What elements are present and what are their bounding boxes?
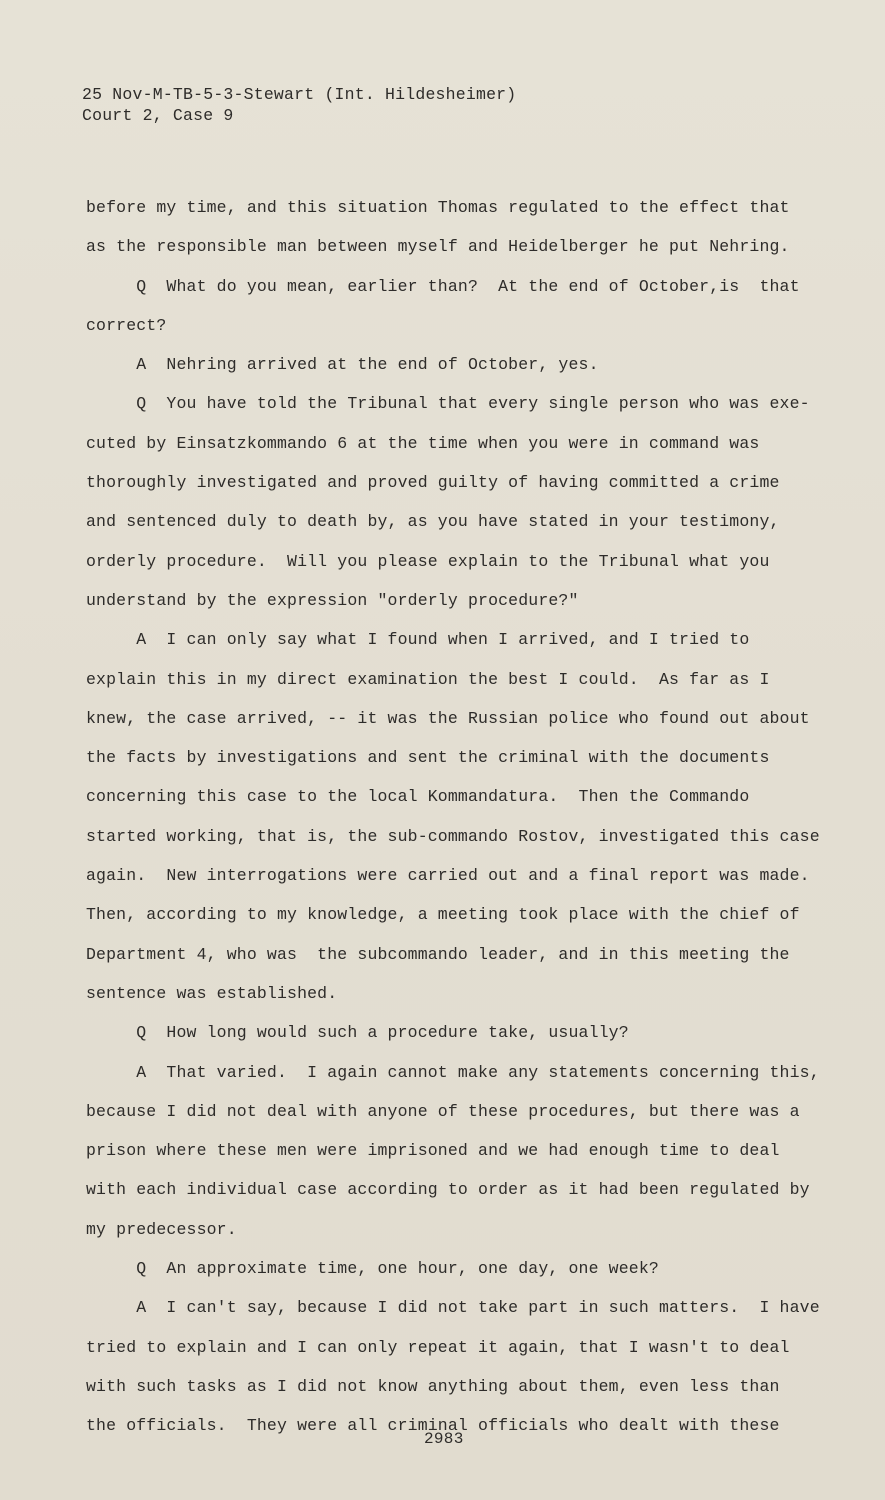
- transcript-body: [86, 197, 820, 1455]
- page-number: 2983: [424, 1430, 464, 1448]
- header-reference: 25 Nov-M-TB-5-3-Stewart (Int. Hildesheimer): [82, 85, 517, 104]
- transcript-line: thoroughly investigated and proved guilty of having committed a crime: [86, 473, 780, 493]
- transcript-line: and sentenced duly to death by, as you have stated in your testimony,: [86, 512, 780, 532]
- transcript-line: understand by the expression "orderly procedure?": [86, 590, 579, 610]
- transcript-line: cuted by Einsatzkommando 6 at the time when you were in command was: [86, 433, 760, 453]
- header-court-case: Court 2, Case 9: [82, 106, 234, 125]
- transcript-line: the facts by investigations and sent the criminal with the documents: [86, 748, 770, 768]
- transcript-line: correct?: [86, 315, 167, 335]
- transcript-line: Q What do you mean, earlier than? At the end of October,is that: [86, 276, 800, 296]
- transcript-line: sentence was established.: [86, 983, 338, 1003]
- transcript-line: the officials. They were all criminal officials who dealt with these: [86, 1416, 780, 1436]
- transcript-line: Q How long would such a procedure take, usually?: [86, 1023, 629, 1043]
- transcript-line: A That varied. I again cannot make any statements concerning this,: [86, 1062, 820, 1082]
- transcript-line: my predecessor.: [86, 1219, 237, 1239]
- transcript-line: again. New interrogations were carried out and a final report was made.: [86, 866, 810, 886]
- transcript-line: started working, that is, the sub-commando Rostov, investigated this case: [86, 826, 820, 846]
- transcript-line: as the responsible man between myself and Heidelberger he put Nehring.: [86, 237, 790, 257]
- transcript-line: prison where these men were imprisoned and we had enough time to deal: [86, 1141, 780, 1161]
- transcript-line: before my time, and this situation Thomas regulated to the effect that: [86, 198, 790, 217]
- transcript-line: Q You have told the Tribunal that every single person who was exe-: [86, 394, 810, 414]
- transcript-line: with each individual case according to order as it had been regulated by: [86, 1180, 810, 1200]
- transcript-line: Then, according to my knowledge, a meeting took place with the chief of: [86, 905, 800, 925]
- transcript-line: with such tasks as I did not know anything about them, even less than: [86, 1376, 780, 1396]
- transcript-line: explain this in my direct examination the best I could. As far as I: [86, 669, 770, 689]
- transcript-line: knew, the case arrived, -- it was the Russian police who found out about: [86, 708, 810, 728]
- document-header: [82, 84, 516, 126]
- transcript-line: A I can only say what I found when I arrived, and I tried to: [86, 630, 750, 650]
- transcript-line: because I did not deal with anyone of these procedures, but there was a: [86, 1101, 800, 1121]
- transcript-line: Q An approximate time, one hour, one day, one week?: [86, 1259, 659, 1279]
- transcript-line: tried to explain and I can only repeat it again, that I wasn't to deal: [86, 1337, 790, 1357]
- transcript-line: concerning this case to the local Kommandatura. Then the Commando: [86, 787, 750, 807]
- transcript-line: A I can't say, because I did not take part in such matters. I have: [86, 1298, 820, 1318]
- transcript-line: A Nehring arrived at the end of October, yes.: [86, 355, 599, 375]
- transcript-line: orderly procedure. Will you please explain to the Tribunal what you: [86, 551, 770, 571]
- transcript-line: Department 4, who was the subcommando leader, and in this meeting the: [86, 944, 790, 964]
